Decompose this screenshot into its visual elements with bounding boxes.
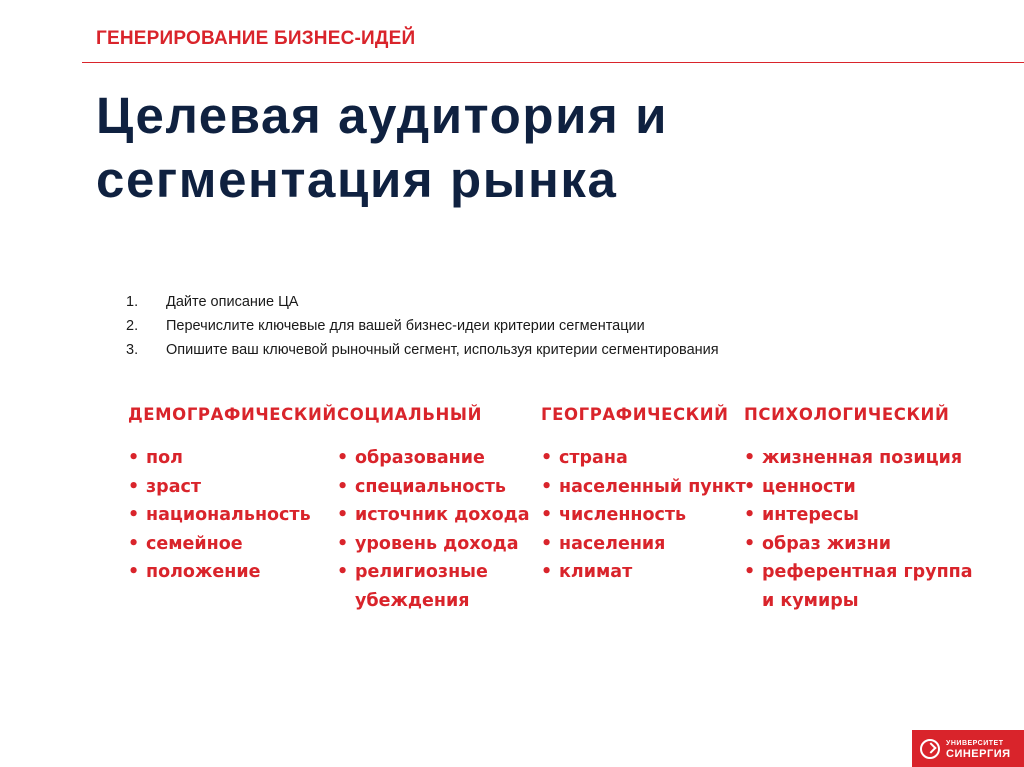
bullet-icon: • — [744, 476, 756, 497]
column-title: ГЕОГРАФИЧЕСКИЙ — [541, 405, 729, 424]
synergy-logo-icon — [920, 739, 940, 759]
task-item — [126, 290, 719, 314]
criteria-text: жизненная позиция — [762, 448, 963, 468]
criteria-item — [541, 530, 746, 559]
criteria-item — [541, 558, 746, 587]
bullet-icon: • — [337, 533, 349, 554]
bullet-icon: • — [128, 476, 140, 497]
bullet-icon: • — [744, 562, 756, 582]
segment-column-geographic — [541, 400, 746, 587]
bullet-icon: • — [541, 505, 553, 525]
page-title-line-2: сегментация рынка — [96, 151, 618, 208]
task-text: Дайте описание ЦА — [166, 294, 299, 310]
segment-column-social — [337, 400, 530, 615]
criteria-list — [128, 444, 337, 587]
task-number: 2. — [126, 318, 139, 334]
page-title-line-1: Целевая аудитория и — [96, 87, 669, 144]
criteria-text: численность — [559, 505, 687, 525]
criteria-text: религиозные — [355, 562, 488, 582]
bullet-icon: • — [128, 533, 140, 554]
criteria-item — [128, 473, 337, 502]
segment-column-psychological — [744, 400, 973, 615]
bullet-icon: • — [337, 476, 349, 497]
university-logo — [912, 730, 1024, 767]
criteria-text: населенный пункт — [559, 476, 746, 497]
criteria-text: национальность — [146, 505, 311, 525]
criteria-item — [337, 530, 530, 559]
criteria-text: и кумиры — [762, 590, 859, 611]
bullet-icon: • — [541, 533, 553, 554]
task-list — [126, 290, 719, 362]
criteria-text: уровень дохода — [355, 533, 519, 554]
criteria-text: зраст — [146, 476, 202, 497]
criteria-item — [337, 501, 530, 530]
bullet-icon: • — [337, 448, 349, 468]
task-item — [126, 314, 719, 338]
header-divider — [82, 62, 1024, 63]
header-title: ГЕНЕРИРОВАНИЕ БИЗНЕС-ИДЕЙ — [96, 28, 416, 49]
criteria-item — [128, 530, 337, 559]
bullet-icon: • — [128, 448, 140, 468]
logo-big-text: СИНЕРГИЯ — [946, 747, 1011, 760]
criteria-list — [337, 444, 530, 615]
page-title — [96, 84, 668, 212]
logo-text — [946, 739, 1011, 759]
segment-column-demographic — [128, 400, 337, 587]
criteria-text: убеждения — [355, 590, 470, 611]
criteria-text: ценности — [762, 476, 856, 497]
criteria-text: населения — [559, 533, 666, 554]
bullet-icon: • — [337, 562, 349, 582]
task-number: 1. — [126, 294, 139, 310]
criteria-text: референтная группа — [762, 562, 973, 582]
task-item — [126, 338, 719, 362]
criteria-item — [337, 473, 530, 502]
bullet-spacer — [744, 587, 762, 616]
bullet-icon: • — [541, 562, 553, 582]
criteria-text: семейное — [146, 533, 243, 554]
criteria-item — [744, 501, 973, 530]
criteria-item — [541, 473, 746, 502]
column-title: ПСИХОЛОГИЧЕСКИЙ — [744, 405, 950, 424]
criteria-text: образ жизни — [762, 533, 892, 554]
bullet-icon: • — [337, 505, 349, 525]
criteria-item — [128, 444, 337, 473]
criteria-text: специальность — [355, 476, 506, 497]
bullet-icon: • — [541, 448, 553, 468]
bullet-icon: • — [128, 505, 140, 525]
bullet-spacer — [337, 587, 355, 616]
bullet-icon: • — [744, 533, 756, 554]
criteria-item-continued — [337, 587, 530, 616]
task-text: Опишите ваш ключевой рыночный сегмент, используя критерии сегментирования — [166, 342, 719, 358]
criteria-item — [337, 444, 530, 473]
criteria-text: пол — [146, 448, 183, 468]
column-title: ДЕМОГРАФИЧЕСКИЙ — [128, 405, 337, 424]
criteria-list — [541, 444, 746, 587]
criteria-item — [337, 558, 530, 587]
bullet-icon: • — [744, 448, 756, 468]
criteria-item — [128, 501, 337, 530]
criteria-list — [744, 444, 973, 615]
criteria-text: образование — [355, 448, 485, 468]
bullet-icon: • — [541, 476, 553, 497]
criteria-item — [128, 558, 337, 587]
bullet-icon: • — [128, 562, 140, 582]
column-title: СОЦИАЛЬНЫЙ — [337, 405, 483, 424]
task-text: Перечислите ключевые для вашей бизнес-идеи критерии сегментации — [166, 318, 645, 334]
bullet-icon: • — [744, 505, 756, 525]
criteria-text: интересы — [762, 505, 859, 525]
criteria-item — [541, 444, 746, 473]
logo-small-text: УНИВЕРСИТЕТ — [946, 739, 1004, 747]
criteria-text: климат — [559, 562, 633, 582]
criteria-text: источник дохода — [355, 505, 530, 525]
task-number: 3. — [126, 342, 139, 358]
criteria-item — [744, 530, 973, 559]
criteria-item — [744, 558, 973, 587]
criteria-item — [744, 473, 973, 502]
criteria-text: положение — [146, 562, 261, 582]
criteria-text: страна — [559, 448, 628, 468]
criteria-item-continued — [744, 587, 973, 616]
criteria-item — [744, 444, 973, 473]
criteria-item — [541, 501, 746, 530]
